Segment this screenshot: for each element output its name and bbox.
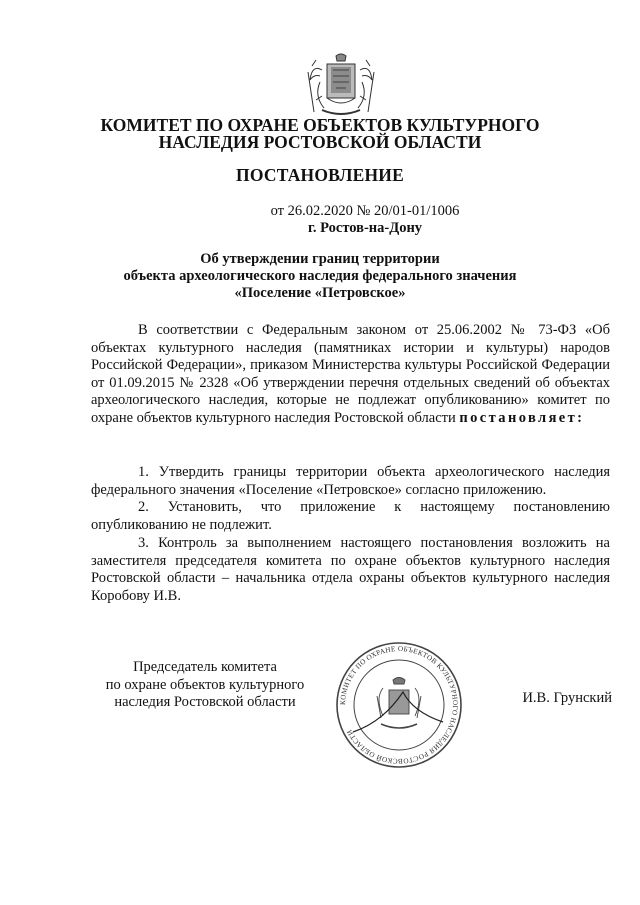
signatory-title-line-3: наследия Ростовской области bbox=[114, 694, 296, 711]
seal-ring-text: КОМИТЕТ ПО ОХРАНЕ ОБЪЕКТОВ КУЛЬТУРНОГО НАСЛЕДИЯ РОСТОВСКОЙ ОБЛАСТИ bbox=[338, 644, 460, 766]
org-line-2: НАСЛЕДИЯ РОСТОВСКОЙ ОБЛАСТИ bbox=[158, 132, 482, 152]
official-seal-icon bbox=[333, 640, 465, 770]
subject-line-2: объекта археологического наследия федерального значения bbox=[123, 268, 517, 284]
date-and-number: от 26.02.2020 № 20/01-01/1006 bbox=[270, 203, 460, 219]
decree-item-3 bbox=[91, 535, 610, 605]
decree-item-1 bbox=[91, 464, 610, 499]
decree-word: постановляет: bbox=[459, 409, 585, 426]
document-subject bbox=[0, 251, 640, 302]
subject-line-1: Об утверждении границ территории bbox=[200, 251, 440, 267]
signatory-title-line-2: по охране объектов культурного bbox=[105, 676, 305, 693]
preamble-paragraph bbox=[91, 322, 610, 428]
city: г. Ростов-на-Дону bbox=[307, 220, 423, 236]
decree-item-2 bbox=[91, 499, 610, 534]
decree-item-3-text: 3. Контроль за выполнением настоящего постановления возложить на заместителя председателя комитета по охране объектов культурного наследия Ростовской области – начальника отдела охраны объектов культурного наследия Коробову И.В. bbox=[91, 535, 610, 604]
signatory-name: И.В. Грунский bbox=[522, 690, 612, 706]
coat-of-arms-icon bbox=[300, 52, 382, 118]
document-type: ПОСТАНОВЛЕНИЕ bbox=[236, 165, 404, 185]
decree-item-2-text: 2. Установить, что приложение к настоящему постановлению опубликованию не подлежит. bbox=[91, 499, 610, 533]
signatory-title bbox=[105, 659, 305, 712]
subject-line-3: «Поселение «Петровское» bbox=[234, 285, 406, 301]
organization-name bbox=[0, 117, 640, 151]
decree-item-1-text: 1. Утвердить границы территории объекта археологического наследия федерального значения «Поселение «Петровское» согласно приложению. bbox=[91, 464, 610, 498]
org-line-1: КОМИТЕТ ПО ОХРАНЕ ОБЪЕКТОВ КУЛЬТУРНОГО bbox=[100, 115, 540, 135]
signatory-title-line-1: Председатель комитета bbox=[133, 659, 277, 675]
preamble-text: В соответствии с Федеральным законом от 25.06.2002 № 73-ФЗ «Об объектах культурного наследия (памятниках истории и культуры) народов Российской Федерации», приказом Министерства культуры Российской Федерации от 01.09.2015 № 2328 «Об утверждении перечня отдельных сведений об объектах археологического наследия, которые не подлежат опубликованию» комитет по охране объектов культурного наследия Ростовской области bbox=[91, 322, 610, 426]
